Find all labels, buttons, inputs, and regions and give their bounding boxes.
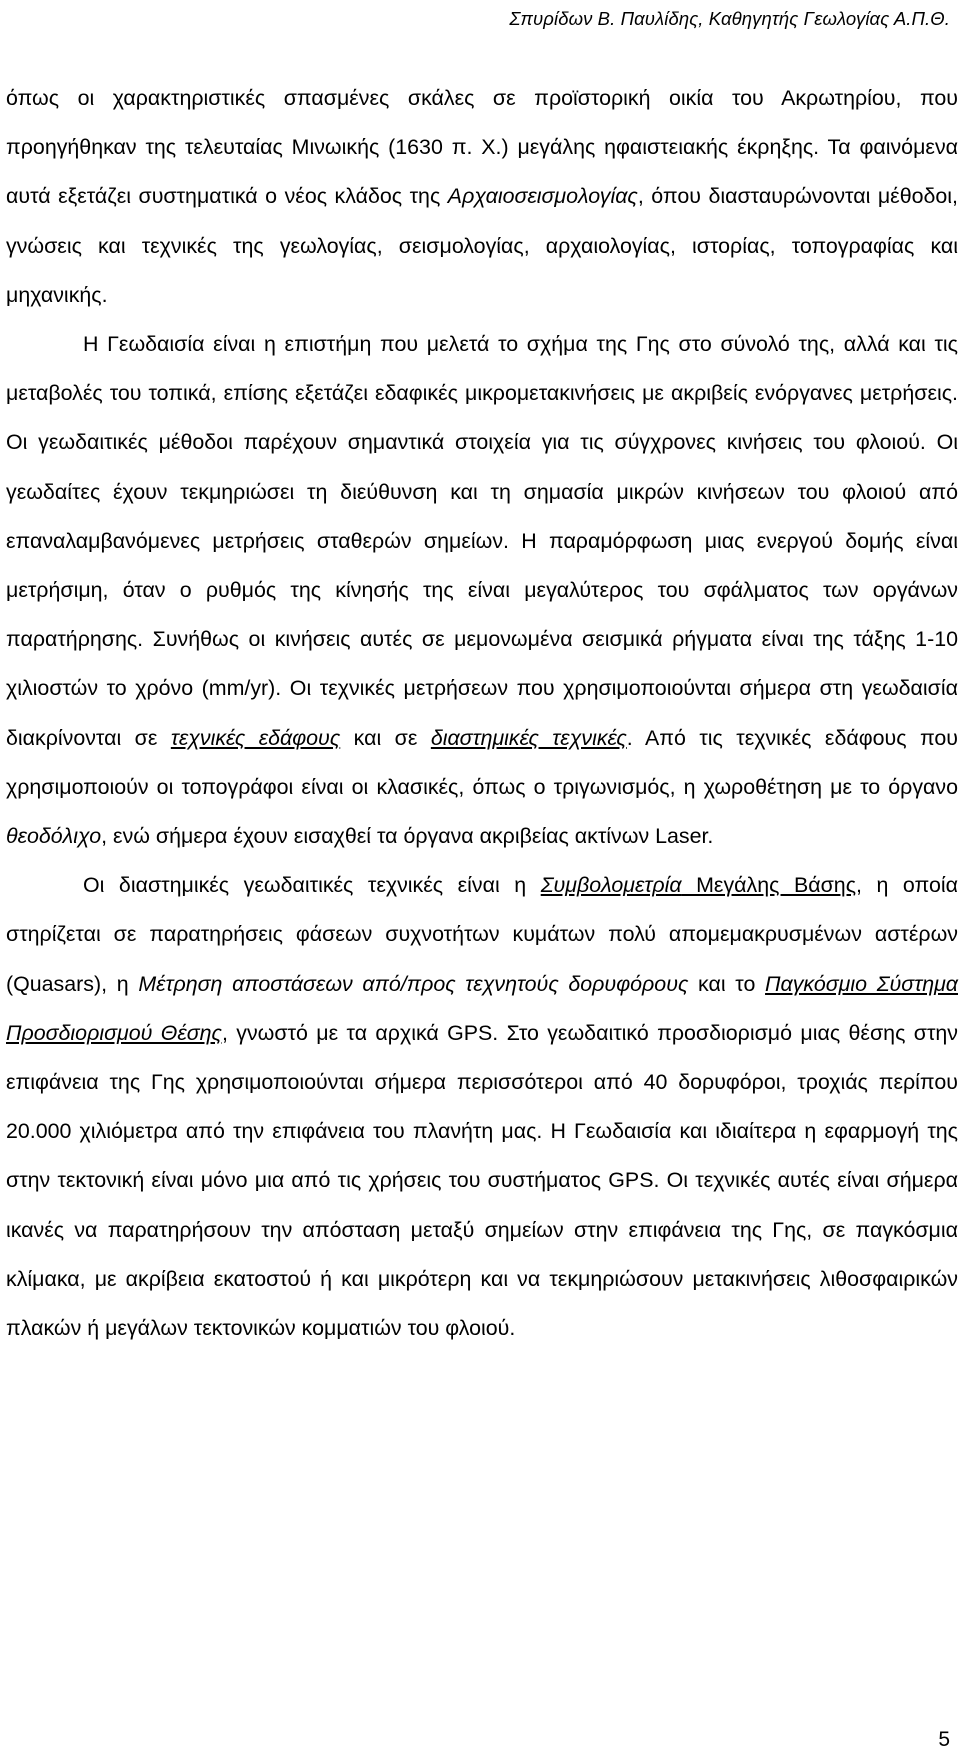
- document-body: [6, 74, 958, 1353]
- paragraph-text: . Από τις τεχνικές εδάφους που χρησιμοποιούν οι τοπογράφοι είναι οι κλασικές, όπως ο τριγωνισμός, η χωροθέτηση με το όργανο: [6, 725, 958, 799]
- paragraph-text: , όπου διασταυρώνονται μέθοδοι, γνώσεις και τεχνικές της γεωλογίας, σεισμολογίας, αρχαιολογίας, ιστορίας, τοπογραφίας και μηχανικής.: [6, 184, 958, 307]
- running-header: Σπυρίδων Β. Παυλίδης, Καθηγητής Γεωλογίας Α.Π.Θ.: [509, 8, 950, 29]
- paragraph-archaeoseismology: [6, 74, 958, 320]
- page-number: 5: [938, 1728, 950, 1751]
- term-vlbi-rest: Μεγάλης Βάσης: [681, 873, 857, 898]
- paragraph-space-geodesy: [6, 861, 958, 1353]
- paragraph-text: όπως οι χαρακτηριστικές σπασμένες σκάλες σε προϊστορική οικία του Ακρωτηρίου, που προηγήθηκαν της τελευταίας Μινωικής (1630 π. Χ.) μεγάλης ηφαιστειακής έκρηξης. Τα φαινόμενα αυτά εξετάζει συστηματικά ο νέος κλάδος της: [6, 86, 958, 209]
- term-archaeoseismology: Αρχαιοσεισμολογίας: [447, 184, 638, 209]
- paragraph-geodesy: [6, 320, 958, 861]
- paragraph-text: και το: [688, 971, 766, 996]
- term-gps: Παγκόσμιο Σύστημα Προσδιορισμού Θέσης: [6, 971, 958, 1045]
- paragraph-text: , ενώ σήμερα έχουν εισαχθεί τα όργανα ακριβείας ακτίνων Laser.: [101, 824, 714, 849]
- paragraph-text: και σε: [340, 725, 431, 750]
- term-satellite-ranging: Μέτρηση αποστάσεων από/προς τεχνητούς δορυφόρους: [138, 971, 689, 996]
- paragraph-text: Η Γεωδαισία είναι η επιστήμη που μελετά το σχήμα της Γης στο σύνολό της, αλλά και τις μεταβολές του τοπικά, επίσης εξετάζει εδαφικές μικρομετακινήσεις με ακριβείς ενόργανες μετρήσεις. Οι γεωδαιτικές μέθοδοι παρέχουν σημαντικά στοιχεία για τις σύγχρονες κινήσεις του φλοιού. Οι γεωδαίτες έχουν τεκμηριώσει τη διεύθυνση και τη σημασία μικρών κινήσεων του φλοιού από επαναλαμβανόμενες μετρήσεις σταθερών σημείων. Η παραμόρφωση μιας ενεργού δομής είναι μετρήσιμη, όταν ο ρυθμός της κίνησής της είναι μεγαλύτερος του σφάλματος των οργάνων παρατήρησης. Συνήθως οι κινήσεις αυτές σε μεμονωμένα σεισμικά ρήγματα είναι της τάξης 1-10 χιλιοστών το χρόνο (mm/yr). Οι τεχνικές μετρήσεων που χρησιμοποιούνται σήμερα στη γεωδαισία διακρίνονται σε: [6, 332, 958, 750]
- paragraph-text: , η οποία στηρίζεται σε παρατηρήσεις φάσεων συχνοτήτων κυμάτων πολύ απομεμακρυσμένων αστέρων (Quasars), η: [6, 873, 958, 996]
- term-vlbi: [541, 873, 856, 897]
- term-ground-techniques: τεχνικές εδάφους: [170, 725, 341, 750]
- term-theodolite: θεοδόλιχο: [6, 824, 102, 849]
- term-space-techniques: διαστημικές τεχνικές: [430, 725, 627, 750]
- paragraph-text: , γνωστό με τα αρχικά GPS. Στο γεωδαιτικό προσδιορισμό μιας θέσης στην επιφάνεια της Γης χρησιμοποιούνται σήμερα περισσότεροι από 40 δορυφόροι, τροχιάς περίπου 20.000 χιλιόμετρα από την επιφάνεια του πλανήτη μας. Η Γεωδαισία και ιδιαίτερα η εφαρμογή της στην τεκτονική είναι μόνο μια από τις χρήσεις του συστήματος GPS. Οι τεχνικές αυτές είναι σήμερα ικανές να παρατηρήσουν την απόσταση μεταξύ σημείων στην επιφάνεια της Γης, σε παγκόσμια κλίμακα, με ακρίβεια εκατοστού ή και μικρότερη και να τεκμηριώσουν μετακινήσεις λιθοσφαιρικών πλακών ή μεγάλων τεκτονικών κομματιών του φλοιού.: [6, 1020, 958, 1341]
- term-vlbi-italic: Συμβολομετρία: [540, 873, 682, 898]
- paragraph-text: Οι διαστημικές γεωδαιτικές τεχνικές είναι η: [83, 873, 541, 898]
